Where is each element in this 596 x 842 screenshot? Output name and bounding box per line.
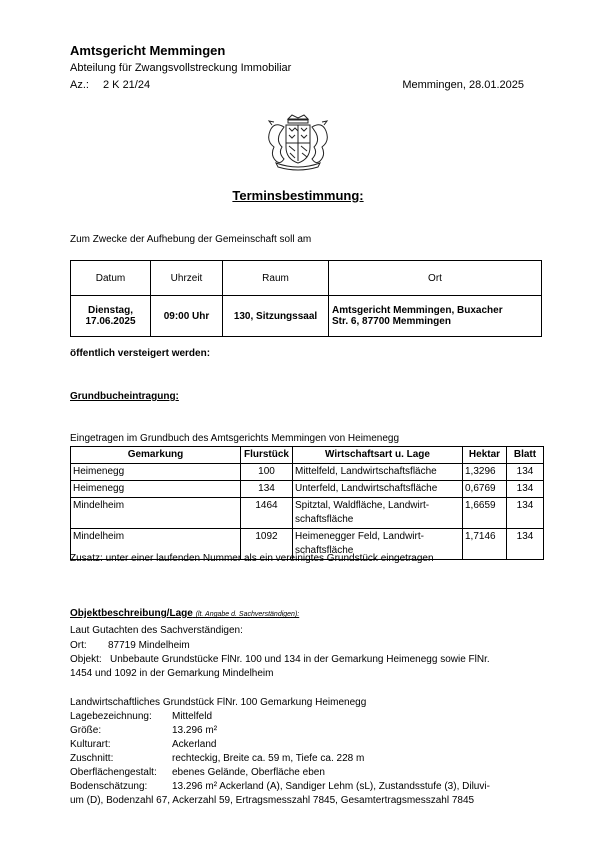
detail-label: Oberflächengestalt:: [70, 767, 157, 778]
termin-header-uhrzeit: Uhrzeit: [151, 261, 223, 296]
termin-raum: 130, Sitzungssaal: [223, 296, 329, 337]
detail-label: Größe:: [70, 725, 102, 736]
objekt-ort-value: 87719 Mindelheim: [108, 640, 190, 651]
gb-wirtschaft: [293, 498, 463, 529]
termin-uhrzeit: 09:00 Uhr: [151, 296, 223, 337]
gb-header-wirtschaft: Wirtschaftsart u. Lage: [293, 447, 463, 464]
objekt-objekt-value1: Unbebaute Grundstücke FlNr. 100 und 134 in der Gemarkung Heimenegg sowie FlNr.: [110, 654, 490, 665]
termin-table: [70, 260, 542, 337]
gb-blatt: 134: [507, 464, 544, 481]
objekt-heading-text: Objektbeschreibung/Lage: [70, 608, 193, 619]
gb-header-flurstueck: Flurstück: [241, 447, 293, 464]
gb-header-blatt: Blatt: [507, 447, 544, 464]
grundbuch-zusatz: Zusatz: unter einer laufenden Nummer als ein vereinigtes Grundstück eingetragen: [70, 553, 434, 564]
az-value: 2 K 21/24: [103, 79, 151, 91]
detail-label: Bodenschätzung:: [70, 781, 148, 792]
grundbuch-heading: Grundbucheintragung:: [70, 391, 179, 402]
table-row: [71, 498, 544, 529]
detail-value: 13.296 m² Ackerland (A), Sandiger Lehm (sL), Zustandsstufe (3), Diluvi-: [172, 781, 490, 792]
gb-wirtschaft-line1: Spitztal, Waldfläche, Landwirt-: [295, 500, 430, 511]
department: Abteilung für Zwangsvollstreckung Immobiliar: [70, 62, 292, 74]
objekt-objekt-label: Objekt:: [70, 654, 102, 665]
detail-label: Kulturart:: [70, 739, 111, 750]
grundbuch-eingetragen: Eingetragen im Grundbuch des Amtsgerichts Memmingen von Heimenegg: [70, 433, 400, 444]
intro-text: Zum Zwecke der Aufhebung der Gemeinschaft soll am: [70, 234, 312, 245]
gb-header-gemarkung: Gemarkung: [71, 447, 241, 464]
termin-header-raum: Raum: [223, 261, 329, 296]
gb-gemarkung: Mindelheim: [71, 498, 241, 529]
detail-label: Zuschnitt:: [70, 753, 114, 764]
gb-header-hektar: Hektar: [463, 447, 507, 464]
gb-blatt: 134: [507, 481, 544, 498]
gb-hektar: 0,6769: [463, 481, 507, 498]
gb-gemarkung: Heimenegg: [71, 464, 241, 481]
gb-flurstueck: 1464: [241, 498, 293, 529]
detail-value: 13.296 m²: [172, 725, 218, 736]
versteigert-text: öffentlich versteigert werden:: [70, 348, 211, 359]
gb-hektar: 1,3296: [463, 464, 507, 481]
table-row: [71, 481, 544, 498]
boden-continuation: um (D), Bodenzahl 67, Ackerzahl 59, Ertragsmesszahl 7845, Gesamtertragsmesszahl 7845: [70, 795, 475, 806]
gb-gemarkung: Mindelheim: [71, 529, 241, 560]
termin-datum-date: 17.06.2025: [85, 316, 136, 327]
page-title: Terminsbestimmung:: [232, 188, 364, 203]
termin-header-ort: Ort: [329, 261, 542, 296]
court-name: Amtsgericht Memmingen: [70, 43, 226, 58]
grundbuch-table: [70, 446, 544, 560]
objekt-laut: Laut Gutachten des Sachverständigen:: [70, 625, 243, 636]
termin-header-datum: Datum: [71, 261, 151, 296]
place-date: Memmingen, 28.01.2025: [402, 79, 524, 91]
termin-datum: [71, 296, 151, 337]
gb-hektar: 1,7146: [463, 529, 507, 560]
gb-blatt: 134: [507, 529, 544, 560]
table-row: [71, 464, 544, 481]
gb-wirtschaft-line2: schaftsfläche: [295, 514, 354, 525]
bavarian-crest-icon: [262, 113, 334, 171]
az-label: Az.:: [70, 79, 89, 91]
objekt-objekt-value2: 1454 und 1092 in der Gemarkung Mindelheim: [70, 668, 274, 679]
detail-value: Ackerland: [172, 739, 217, 750]
gb-wirtschaft: Mittelfeld, Landwirtschaftsfläche: [293, 464, 463, 481]
gb-flurstueck: 134: [241, 481, 293, 498]
gb-wirtschaft: Unterfeld, Landwirtschaftsfläche: [293, 481, 463, 498]
objekt-ort-label: Ort:: [70, 640, 87, 651]
objekt-heading-note: (lt. Angabe d. Sachverständigen):: [195, 611, 300, 618]
detail-label: Lagebezeichnung:: [70, 711, 152, 722]
termin-ort-line1: Amtsgericht Memmingen, Buxacher: [332, 305, 503, 316]
gb-wirtschaft-line1: Heimenegger Feld, Landwirt-: [295, 531, 424, 542]
termin-ort: [329, 296, 542, 337]
detail-value: Mittelfeld: [172, 711, 213, 722]
detail-value: rechteckig, Breite ca. 59 m, Tiefe ca. 228 m: [172, 753, 365, 764]
detail-value: ebenes Gelände, Oberfläche eben: [172, 767, 325, 778]
gb-gemarkung: Heimenegg: [71, 481, 241, 498]
gb-wirtschaft-line2: schaftsfläche: [295, 545, 354, 556]
termin-ort-line2: Str. 6, 87700 Memmingen: [332, 316, 451, 327]
gb-hektar: 1,6659: [463, 498, 507, 529]
gb-flurstueck: 100: [241, 464, 293, 481]
termin-datum-day: Dienstag,: [87, 305, 133, 316]
gb-flurstueck: 1092: [241, 529, 293, 560]
lw-heading: Landwirtschaftliches Grundstück FlNr. 100 Gemarkung Heimenegg: [70, 697, 367, 708]
objekt-heading: [70, 608, 299, 619]
gb-blatt: 134: [507, 498, 544, 529]
